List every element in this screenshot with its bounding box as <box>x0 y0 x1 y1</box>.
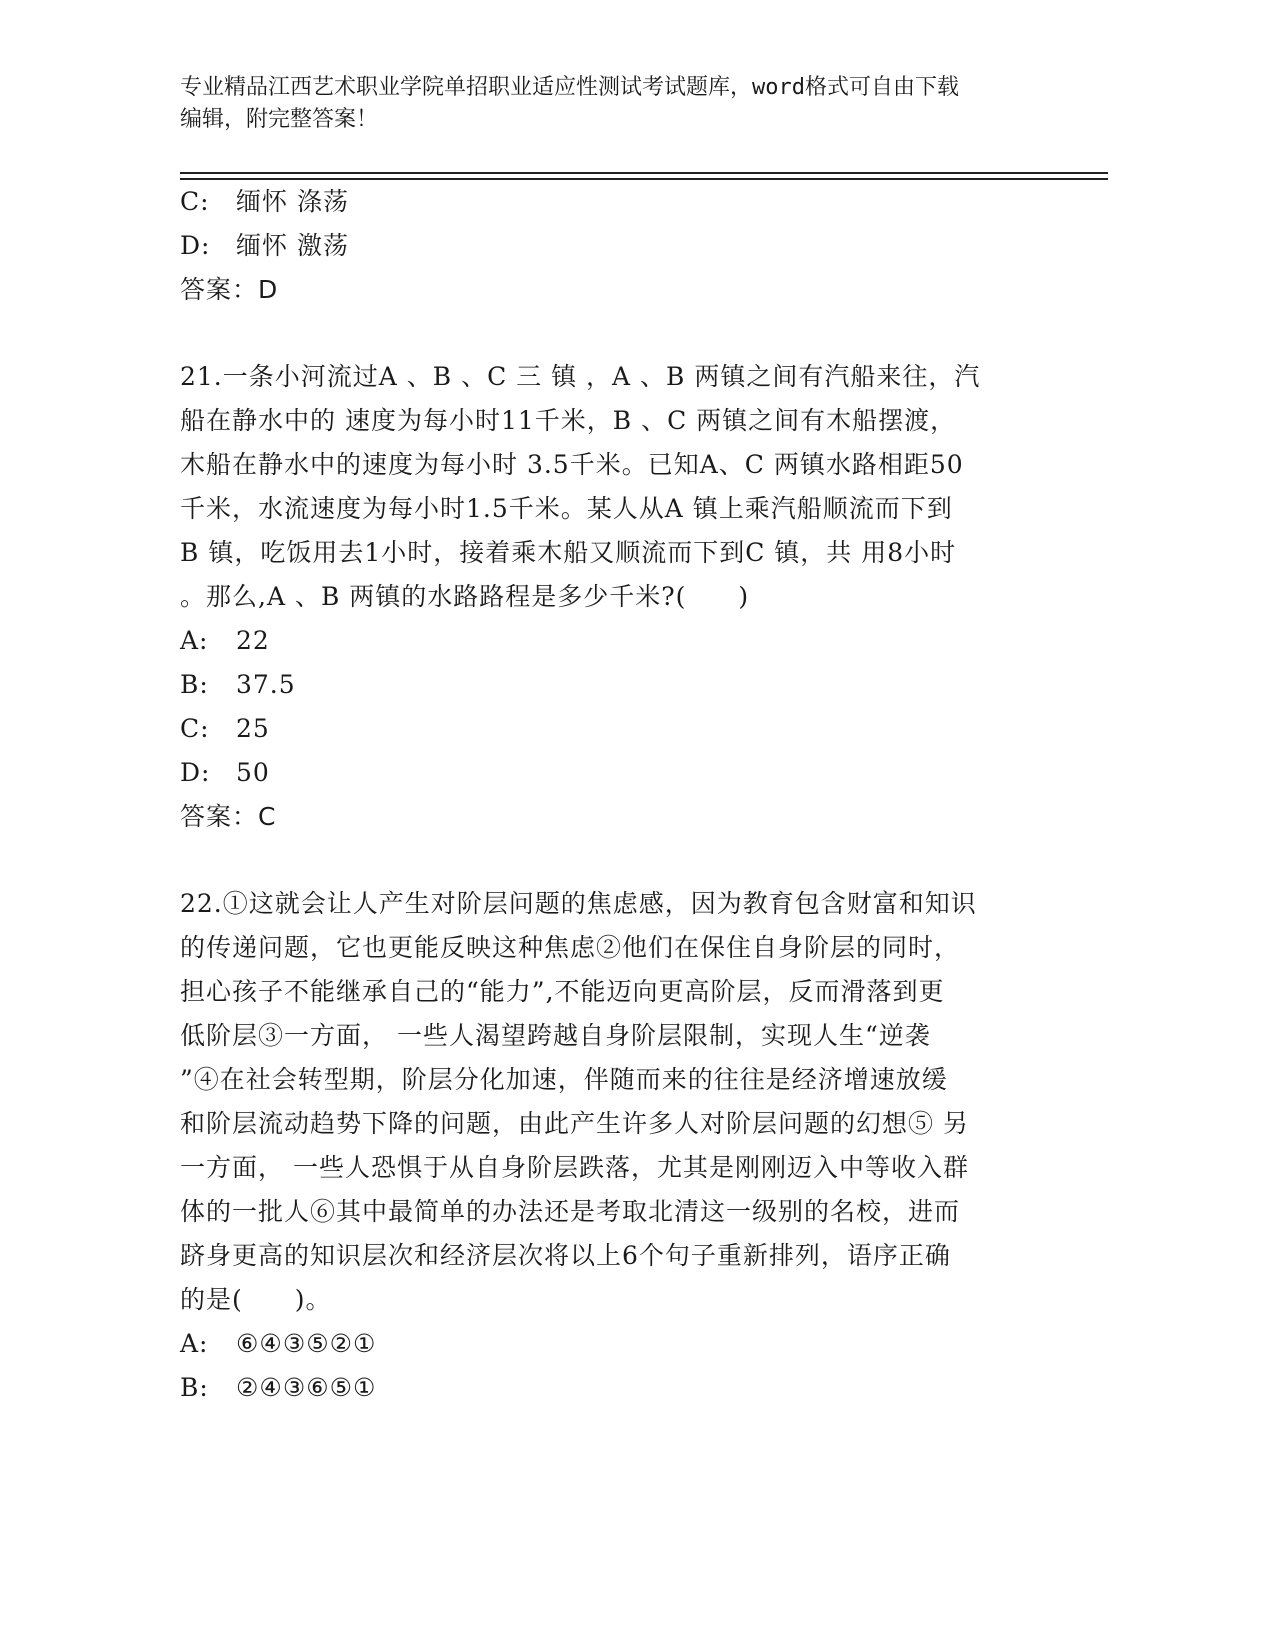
header-line-2: 编辑，附完整答案！ <box>180 107 379 132</box>
question-21 <box>180 355 1050 839</box>
question-line: 一方面， 一些人恐惧于从自身阶层跌落，尤其是刚刚迈入中等收入群 <box>180 1153 969 1182</box>
question-line: 木船在静水中的速度为每小时 3.5千米。已知A、C 两镇水路相距50 <box>180 450 964 479</box>
question-line: 21.一条小河流过A 、B 、C 三 镇 ，A 、B 两镇之间有汽船来往，汽 <box>180 362 981 391</box>
option-b <box>180 663 1050 707</box>
option-c <box>180 707 1050 751</box>
option-key: D: <box>180 231 211 260</box>
header-rule-top <box>180 172 1108 174</box>
answer: 答案：C <box>180 802 277 831</box>
option-text: 25 <box>236 714 270 743</box>
question-line: 千米，水流速度为每小时1.5千米。某人从A 镇上乘汽船顺流而下到 <box>180 494 953 523</box>
option-b <box>180 1366 1050 1410</box>
option-d <box>180 224 1050 268</box>
question-line: 体的一批人⑥其中最简单的办法还是考取北清这一级别的名校，进而 <box>180 1197 961 1226</box>
question-22 <box>180 882 1050 1410</box>
option-text: 缅怀 涤荡 <box>236 187 349 216</box>
question-line: 的传递问题，它也更能反映这种焦虑②他们在保住自身阶层的同时， <box>180 933 961 962</box>
option-key: B: <box>180 670 209 699</box>
option-text: ②④③⑥⑤① <box>236 1373 377 1402</box>
page-header <box>180 72 1060 136</box>
option-d <box>180 751 1050 795</box>
option-text: 缅怀 激荡 <box>236 231 349 260</box>
question-content <box>180 180 1050 1410</box>
option-key: B: <box>180 1373 209 1402</box>
prev-question-options <box>180 180 1050 268</box>
question-line: ”④在社会转型期，阶层分化加速，伴随而来的往往是经济增速放缓 <box>180 1065 948 1094</box>
prev-answer: 答案：D <box>180 275 279 304</box>
option-key: A: <box>180 626 209 655</box>
question-line: 低阶层③一方面， 一些人渴望跨越自身阶层限制，实现人生“逆袭 <box>180 1021 931 1050</box>
header-line-1: 专业精品江西艺术职业学院单招职业适应性测试考试题库，word格式可自由下载 <box>180 75 959 100</box>
option-text: 50 <box>236 758 270 787</box>
question-line: 的是( )。 <box>180 1285 332 1314</box>
question-line: 担心孩子不能继承自己的“能力”,不能迈向更高阶层，反而滑落到更 <box>180 977 945 1006</box>
option-key: D: <box>180 758 211 787</box>
question-line: 跻身更高的知识层次和经济层次将以上6个句子重新排列，语序正确 <box>180 1241 951 1270</box>
option-text: 22 <box>236 626 270 655</box>
question-line: 和阶层流动趋势下降的问题，由此产生许多人对阶层问题的幻想⑤ 另 <box>180 1109 969 1138</box>
option-text: 37.5 <box>236 670 296 699</box>
option-a <box>180 1322 1050 1366</box>
question-line: 。那么,A 、B 两镇的水路路程是多少千米?( ) <box>180 582 750 611</box>
option-key: C: <box>180 187 210 216</box>
question-line: 22.①这就会让人产生对阶层问题的焦虑感，因为教育包含财富和知识 <box>180 889 977 918</box>
option-text: ⑥④③⑤②① <box>236 1329 377 1358</box>
option-a <box>180 619 1050 663</box>
option-key: C: <box>180 714 210 743</box>
option-c <box>180 180 1050 224</box>
question-line: 船在静水中的 速度为每小时11千米，B 、C 两镇之间有木船摆渡， <box>180 406 957 435</box>
option-key: A: <box>180 1329 209 1358</box>
question-line: B 镇，吃饭用去1小时，接着乘木船又顺流而下到C 镇，共 用8小时 <box>180 538 957 567</box>
